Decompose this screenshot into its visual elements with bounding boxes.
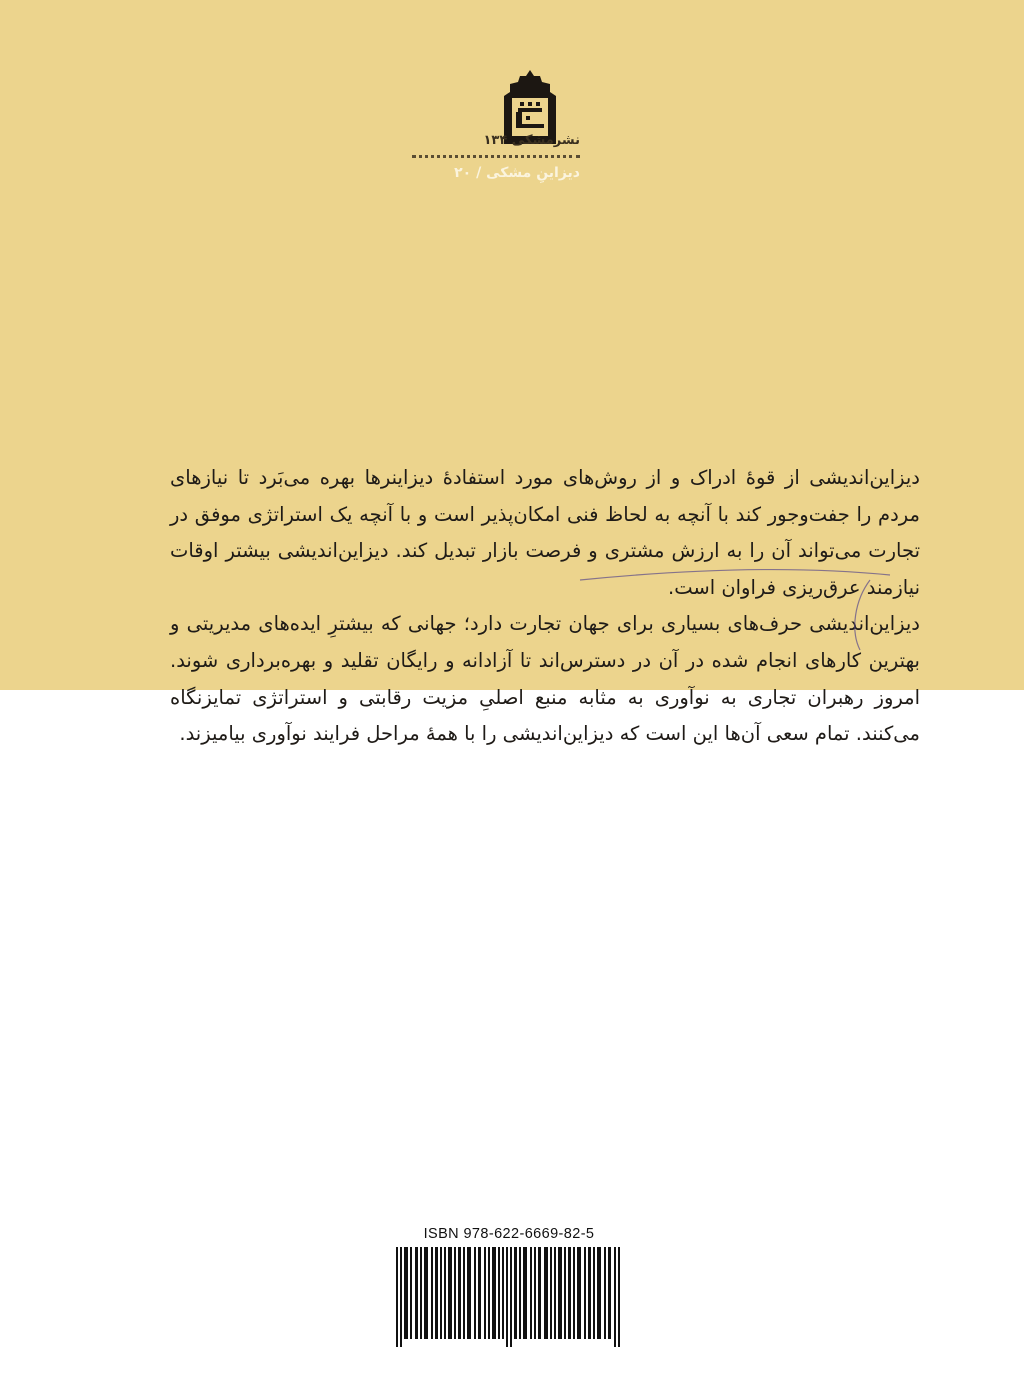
series-name: دیزاینِ مشکی / ۲۰ (454, 165, 580, 181)
isbn-barcode-area (396, 1225, 622, 1347)
back-cover-blurb (170, 460, 920, 753)
publisher-series-block (380, 132, 580, 183)
barcode-icon (396, 1247, 622, 1347)
blurb-paragraph-2: دیزاین‌اندیشی حرف‌های بسیاری برای جهان تجارت دارد؛ جهانی که بیشترِ ایده‌های مدیریتی و بهترین کارهای انجام شده در آن در دسترس‌اند تا آزادانه و رایگان تقلید و بهره‌برداری شوند. امروز رهبران تجاری به نوآوری به مثابه منبع اصلیِ مزیت رقابتی و استراتژی تمایزنگاه می‌کنند. تمام سعی آن‌ها این است که دیزاین‌اندیشی را با همهٔ مراحل فرایند نوآوری بیامیزند. (170, 612, 920, 746)
isbn-text: ISBN 978-622-6669-82-5 (423, 1226, 595, 1242)
blurb-paragraph-1: دیزاین‌اندیشی از قوهٔ ادراک و از روش‌های مورد استفادهٔ دیزاینرها بهره می‌بَرد تا نیازهای مردم را جفت‌وجور کند با آنچه به لحاظ فنی امکان‌پذیر است و با آنچه یک استراتژی موفق در تجارت می‌تواند آن را به ارزش مشتری و فرصت بازار تبدیل کند. دیزاین‌اندیشی بیشتر اوقات نیازمند عرق‌ریزی فراوان است. (170, 466, 920, 599)
dotted-divider (412, 155, 580, 158)
series-number: نشرمشکی ۱۳۴ (483, 133, 580, 148)
